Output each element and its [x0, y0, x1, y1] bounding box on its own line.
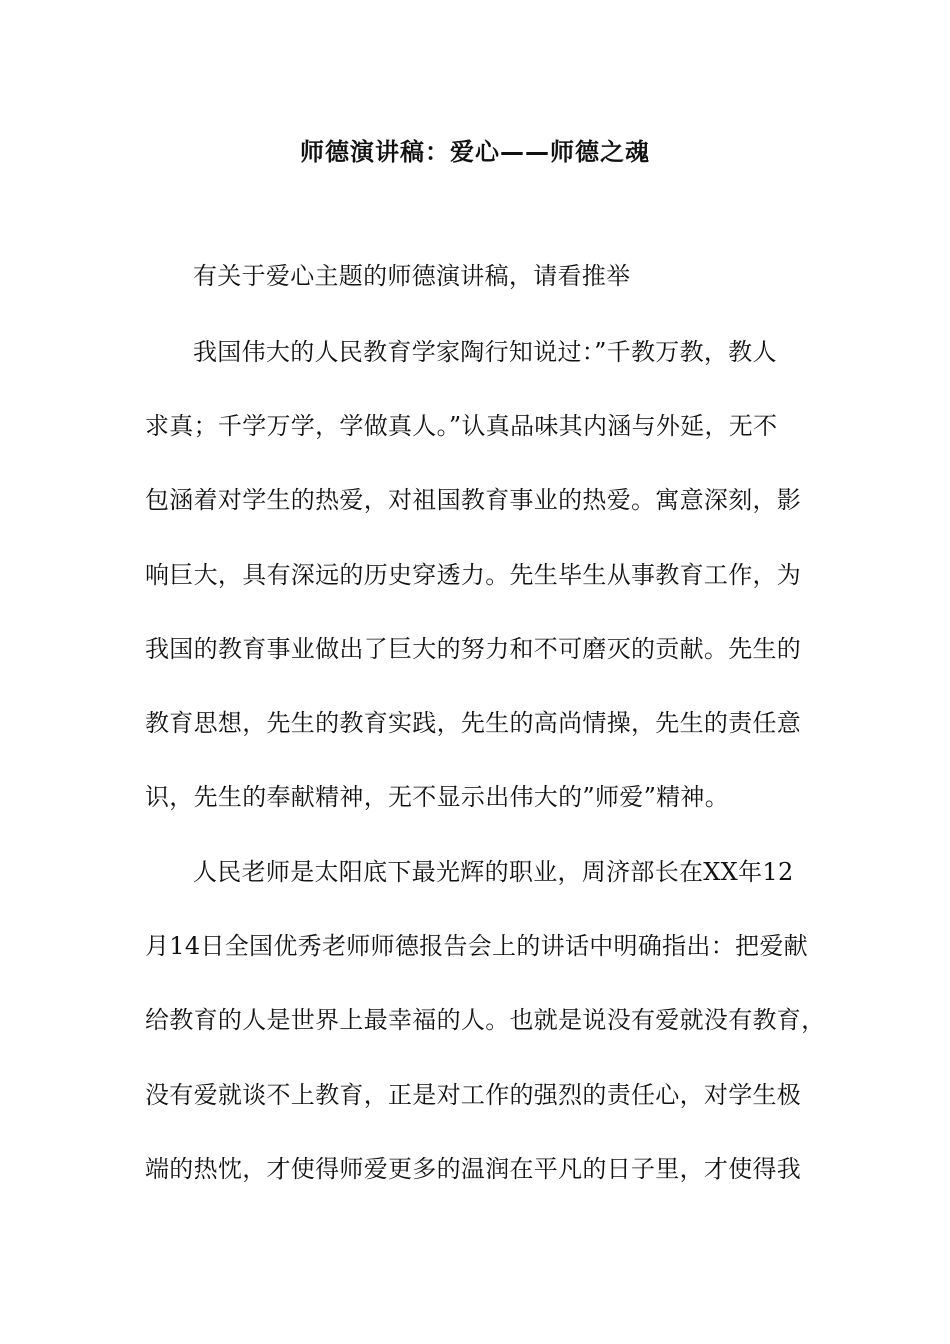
text-line: 月14日全国优秀老师师德报告会上的讲话中明确指出：把爱献 — [145, 932, 808, 960]
text-line: 我国伟大的人民教育学家陶行知说过：”千教万教，教人 — [193, 338, 777, 366]
text-line: 给教育的人是世界上最幸福的人。也就是说没有爱就没有教育， — [145, 1006, 826, 1034]
text-line: 端的热忱，才使得师爱更多的温润在平凡的日子里，才使得我 — [145, 1155, 802, 1183]
document-title: 师德演讲稿：爱心——师德之魂 — [300, 138, 650, 166]
text-line: 我国的教育事业做出了巨大的努力和不可磨灭的贡献。先生的 — [145, 635, 802, 663]
text-line: 没有爱就谈不上教育，正是对工作的强烈的责任心，对学生极 — [145, 1081, 802, 1109]
text-line: 有关于爱心主题的师德演讲稿，请看推举 — [193, 262, 631, 290]
text-line: 人民老师是太阳底下最光辉的职业，周济部长在XX年12 — [193, 858, 794, 886]
text-line: 响巨大，具有深远的历史穿透力。先生毕生从事教育工作，为 — [145, 561, 802, 589]
text-line: 求真；千学万学，学做真人。”认真品味其内涵与外延，无不 — [145, 412, 778, 440]
text-line: 识，先生的奉献精神，无不显示出伟大的”师爱”精神。 — [145, 783, 730, 811]
text-line: 包涵着对学生的热爱，对祖国教育事业的热爱。寓意深刻，影 — [145, 486, 802, 514]
text-line: 教育思想，先生的教育实践，先生的高尚情操，先生的责任意 — [145, 709, 802, 737]
